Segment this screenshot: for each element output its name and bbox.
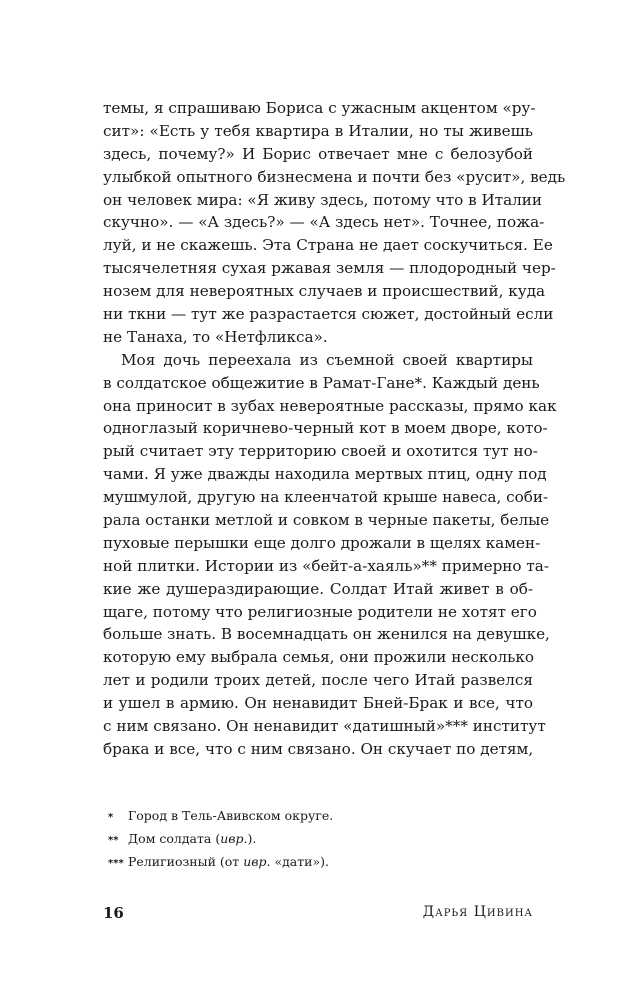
footnote-text-after: . «дати»). <box>266 854 330 869</box>
footnote-text <box>128 831 528 846</box>
text-line: ной плитки. Истории из «бейт-а-хаяль»** примерно та- <box>103 556 549 575</box>
footnote-text-before: Религиозный (от <box>128 854 244 869</box>
text-line: щаге, потому что религиозные родители не хотят его <box>103 602 537 621</box>
text-line: лет и родили троих детей, после чего Итай развелся <box>103 671 533 690</box>
footnote-mark: ** <box>108 835 119 846</box>
footnote-abbreviation: ивр <box>220 831 244 846</box>
text-line: мушмулой, другую на клеенчатой крыше навеса, соби- <box>103 488 549 507</box>
text-line: которую ему выбрала семья, они прожили несколько <box>103 648 535 667</box>
text-line: скучно». — «А здесь?» — «А здесь нет». Точнее, пожа- <box>103 213 545 232</box>
text-line: в солдатское общежитие в Рамат-Гане*. Каждый день <box>103 373 540 392</box>
text-line: рала останки метлой и совком в черные пакеты, белые <box>103 511 550 530</box>
text-line: чами. Я уже дважды находила мертвых птиц, одну под <box>103 465 547 484</box>
footnote-text-after: .). <box>243 831 257 846</box>
footnote <box>108 854 528 877</box>
footnote-text: Город в Тель-Авивском округе. <box>128 808 334 823</box>
text-line: сит»: «Есть у тебя квартира в Италии, но ты живешь <box>103 121 533 140</box>
text-line: она приносит в зубах невероятные рассказы, прямо как <box>103 396 557 415</box>
running-head-author: Дарья Цивина <box>422 904 533 920</box>
text-line: здесь, почему?» И Борис отвечает мне с белозубой <box>103 144 533 163</box>
text-line: кие же душераздирающие. Солдат Итай живет в об- <box>103 579 533 598</box>
body-text <box>103 97 566 761</box>
text-line: улыбкой опытного бизнесмена и почти без «русит», ведь <box>103 167 566 186</box>
text-line: рый считает эту территорию своей и охотится тут но- <box>103 442 538 461</box>
page-number: 16 <box>103 904 124 922</box>
paragraph-last-line: не Танаха, то «Нетфликса». <box>103 327 328 346</box>
footnote-mark: *** <box>108 858 124 869</box>
footnote-text-before: Дом солдата ( <box>128 831 221 846</box>
text-line: больше знать. В восемнадцать он женился на девушке, <box>103 625 550 644</box>
text-line: ни ткни — тут же разрастается сюжет, достойный если <box>103 305 554 324</box>
text-line: и ушел в армию. Он ненавидит Бней-Брак и все, что <box>103 694 533 713</box>
footnote <box>108 831 528 854</box>
text-line: темы, я спрашиваю Бориса с ужасным акцентом «ру- <box>103 99 536 117</box>
text-line: он человек мира: «Я живу здесь, потому что в Италии <box>103 190 543 209</box>
text-line: одноглазый коричнево-черный кот в моем дворе, кото- <box>103 419 548 438</box>
paragraph-first-line: Моя дочь переехала из съемной своей квартиры <box>121 350 533 369</box>
text-line: тысячелетняя сухая ржавая земля — плодородный чер- <box>103 259 556 278</box>
footnote <box>108 808 528 831</box>
text-line: с ним связано. Он ненавидит «датишный»*** институт <box>103 717 546 736</box>
footnote-text <box>128 854 528 869</box>
text-line: луй, и не скажешь. Эта Страна не дает соскучиться. Ее <box>103 236 553 255</box>
text-line: брака и все, что с ним связано. Он скучает по детям, <box>103 739 534 758</box>
footnotes <box>108 808 528 877</box>
footnote-mark: * <box>108 812 114 823</box>
footnote-abbreviation: ивр <box>243 854 267 869</box>
text-line: пуховые перышки еще долго дрожали в щелях камен- <box>103 533 541 552</box>
text-line: нозем для невероятных случаев и происшествий, куда <box>103 282 546 301</box>
